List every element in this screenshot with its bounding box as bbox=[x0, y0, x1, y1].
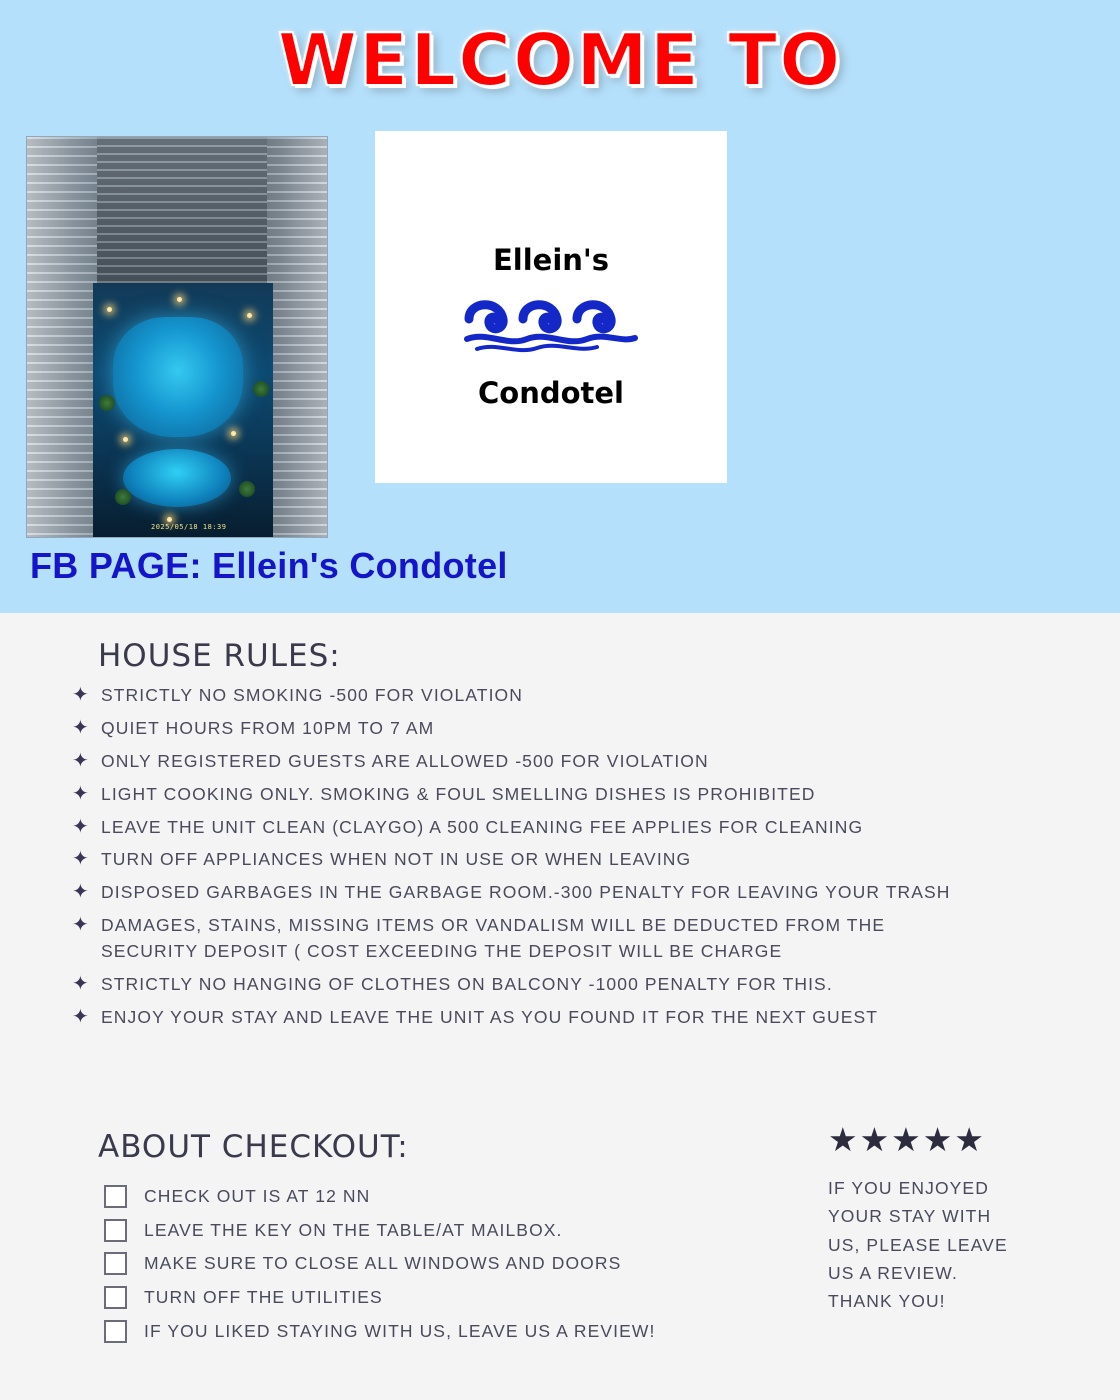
checkout-item[interactable] bbox=[100, 1252, 800, 1276]
wave-icon bbox=[375, 289, 727, 353]
about-checkout-title: ABOUT CHECKOUT: bbox=[98, 1129, 409, 1165]
rule-item bbox=[70, 817, 1080, 839]
photo-lamp bbox=[107, 307, 112, 312]
checkout-item[interactable] bbox=[100, 1185, 800, 1209]
checkout-text: MAKE SURE TO CLOSE ALL WINDOWS AND DOORS bbox=[144, 1253, 622, 1274]
checkbox-icon[interactable] bbox=[104, 1219, 127, 1242]
photo-tree bbox=[239, 481, 255, 497]
rule-item bbox=[70, 849, 1080, 871]
diamond-bullet-icon: ✦ bbox=[72, 972, 90, 995]
review-line-3: US, PLEASE LEAVE bbox=[828, 1234, 1008, 1255]
rule-item bbox=[70, 915, 1080, 963]
rule-item bbox=[70, 974, 1080, 996]
rule-item bbox=[70, 1007, 1080, 1029]
checkout-item[interactable] bbox=[100, 1286, 800, 1310]
condo-pool-photo bbox=[26, 136, 328, 538]
checkout-item[interactable] bbox=[100, 1219, 800, 1243]
review-line-2: YOUR STAY WITH bbox=[828, 1206, 992, 1227]
welcome-title: WELCOME TO bbox=[277, 18, 843, 102]
diamond-bullet-icon: ✦ bbox=[72, 881, 90, 904]
photo-tree bbox=[253, 381, 269, 397]
rule-text: LEAVE THE UNIT CLEAN (CLAYGO) A 500 CLEANING FEE APPLIES FOR CLEANING bbox=[101, 816, 864, 837]
photo-pool-upper bbox=[113, 317, 243, 437]
checkout-item[interactable] bbox=[100, 1320, 800, 1344]
welcome-banner bbox=[0, 0, 1120, 613]
photo-lamp bbox=[177, 297, 182, 302]
photo-tree bbox=[99, 395, 115, 411]
rule-item bbox=[70, 882, 1080, 904]
photo-pool-lower bbox=[123, 449, 231, 507]
rule-item bbox=[70, 784, 1080, 806]
checkbox-icon[interactable] bbox=[104, 1252, 127, 1275]
rule-text: TURN OFF APPLIANCES WHEN NOT IN USE OR WHEN LEAVING bbox=[101, 849, 692, 870]
diamond-bullet-icon: ✦ bbox=[72, 716, 90, 739]
facebook-page-line: FB PAGE: Ellein's Condotel bbox=[30, 545, 508, 586]
diamond-bullet-icon: ✦ bbox=[72, 848, 90, 871]
rule-text: STRICTLY NO SMOKING -500 FOR VIOLATION bbox=[101, 685, 524, 705]
rule-text: ENJOY YOUR STAY AND LEAVE THE UNIT AS YOU FOUND IT FOR THE NEXT GUEST bbox=[101, 1006, 879, 1027]
photo-lamp bbox=[167, 517, 172, 522]
diamond-bullet-icon: ✦ bbox=[72, 684, 90, 706]
brand-name-bottom: Condotel bbox=[477, 376, 624, 410]
checkout-text: TURN OFF THE UTILITIES bbox=[144, 1286, 383, 1307]
rule-text: DISPOSED GARBAGES IN THE GARBAGE ROOM.-300 PENALTY FOR LEAVING YOUR TRASH bbox=[101, 882, 951, 903]
diamond-bullet-icon: ✦ bbox=[72, 815, 90, 838]
diamond-bullet-icon: ✦ bbox=[72, 1005, 90, 1028]
review-line-1: IF YOU ENJOYED bbox=[828, 1178, 989, 1198]
diamond-bullet-icon: ✦ bbox=[72, 749, 90, 772]
rule-text: ONLY REGISTERED GUESTS ARE ALLOWED -500 FOR VIOLATION bbox=[101, 750, 709, 771]
checkout-list bbox=[100, 1185, 800, 1353]
rule-item bbox=[70, 751, 1080, 773]
checkout-text: LEAVE THE KEY ON THE TABLE/AT MAILBOX. bbox=[144, 1219, 563, 1240]
photo-tower-back bbox=[97, 137, 267, 287]
diamond-bullet-icon: ✦ bbox=[72, 782, 90, 805]
checkbox-icon[interactable] bbox=[104, 1185, 127, 1208]
rule-text: LIGHT COOKING ONLY. SMOKING & FOUL SMELLING DISHES IS PROHIBITED bbox=[101, 783, 816, 804]
rule-text: QUIET HOURS FROM 10PM TO 7 AM bbox=[101, 717, 435, 738]
diamond-bullet-icon: ✦ bbox=[72, 914, 90, 937]
house-rules-list bbox=[70, 685, 1080, 1040]
house-rules-title: HOUSE RULES: bbox=[98, 638, 341, 674]
rule-text-continued: SECURITY DEPOSIT ( COST EXCEEDING THE DEPOSIT WILL BE CHARGE bbox=[101, 941, 783, 961]
review-request-block bbox=[828, 1123, 1068, 1316]
review-line-4: US A REVIEW. bbox=[828, 1263, 958, 1284]
rule-text: STRICTLY NO HANGING OF CLOTHES ON BALCONY -1000 PENALTY FOR THIS. bbox=[101, 973, 833, 994]
photo-lamp bbox=[231, 431, 236, 436]
brand-logo-card bbox=[375, 131, 727, 483]
photo-tree bbox=[115, 489, 131, 505]
checkout-text: CHECK OUT IS AT 12 NN bbox=[144, 1186, 371, 1206]
checkout-text: IF YOU LIKED STAYING WITH US, LEAVE US A REVIEW! bbox=[144, 1320, 656, 1341]
rules-section bbox=[0, 613, 1120, 1400]
rule-item bbox=[70, 718, 1080, 740]
brand-name-top: Ellein's bbox=[492, 243, 610, 277]
rule-item bbox=[70, 685, 1080, 707]
checkbox-icon[interactable] bbox=[104, 1320, 127, 1343]
photo-lamp bbox=[247, 313, 252, 318]
checkbox-icon[interactable] bbox=[104, 1286, 127, 1309]
rule-text: DAMAGES, STAINS, MISSING ITEMS OR VANDALISM WILL BE DEDUCTED FROM THE bbox=[101, 915, 886, 936]
photo-timestamp: 2025/05/18 18:39 bbox=[151, 523, 227, 531]
review-line-5: THANK YOU! bbox=[828, 1291, 946, 1312]
photo-lamp bbox=[123, 437, 128, 442]
star-rating-icon: ★★★★★ bbox=[828, 1121, 986, 1158]
